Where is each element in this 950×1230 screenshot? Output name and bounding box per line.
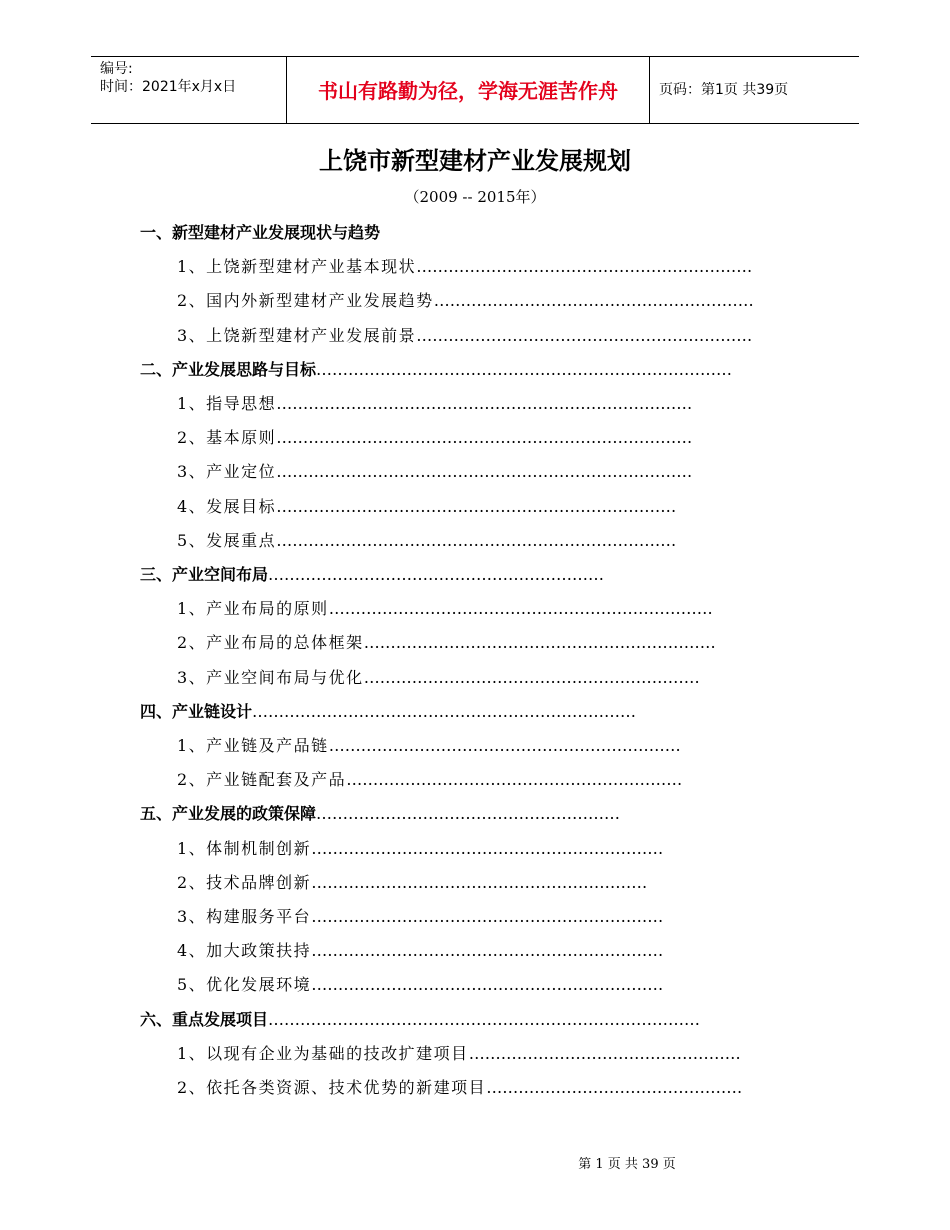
toc-leader-dots: …………………………………………………………	[328, 736, 681, 755]
toc-leader-dots: …………………………………………………………………	[276, 531, 677, 550]
document-title: 上饶市新型建材产业发展规划	[319, 147, 631, 175]
toc-leader-dots: ………………………………………………………………	[252, 702, 637, 721]
toc-entry-label: 三、产业空间布局	[140, 565, 269, 584]
toc-leader-dots: …………………………………………	[486, 1078, 743, 1097]
toc-entry-label: 四、产业链设计	[140, 702, 253, 721]
toc-entry-label: 3、构建服务平台	[177, 907, 312, 926]
toc-leader-dots: ………………………………………………………	[416, 326, 753, 345]
toc-entry-label: 六、重点发展项目	[140, 1010, 269, 1029]
toc-entry-label: 2、产业布局的总体框架	[177, 633, 364, 652]
toc-entry-label: 5、优化发展环境	[177, 975, 312, 994]
toc-entry	[177, 325, 810, 347]
toc-entry-label: 二、产业发展思路与目标	[140, 360, 317, 379]
toc-entry-label: 2、产业链配套及产品	[177, 770, 347, 789]
toc-entry-label: 3、上饶新型建材产业发展前景	[177, 326, 417, 345]
toc-entry	[177, 838, 810, 860]
toc-entry	[177, 769, 810, 791]
page-footer: 第 1 页 共 39 页	[578, 1157, 676, 1172]
toc-leader-dots: ………………………………………………………	[268, 565, 605, 584]
toc-entry-label: 4、加大政策扶持	[177, 941, 312, 960]
toc-entry	[177, 974, 810, 996]
toc-leader-dots: …………………………………………………………	[311, 941, 664, 960]
toc-entry	[177, 940, 810, 962]
toc-entry	[177, 906, 810, 928]
toc-leader-dots: …………………………………………………………	[311, 907, 664, 926]
toc-section-heading	[140, 564, 810, 586]
toc-leader-dots: ………………………………………………………	[311, 873, 648, 892]
toc-leader-dots: ………………………………………………………	[363, 668, 700, 687]
toc-entry	[177, 598, 810, 620]
header-page-info: 页码：第1页 共39页	[659, 82, 789, 98]
toc-entry-label: 2、技术品牌创新	[177, 873, 312, 892]
toc-leader-dots: ……………………………………………………………………	[276, 462, 693, 481]
toc-entry-label: 3、产业空间布局与优化	[177, 668, 364, 687]
toc-leader-dots: ………………………………………………………………	[328, 599, 713, 618]
toc-leader-dots: ………………………………………………………	[416, 257, 753, 276]
toc-entry-label: 五、产业发展的政策保障	[140, 804, 317, 823]
toc-entry-label: 5、发展重点	[177, 531, 277, 550]
toc-entry	[177, 632, 810, 654]
toc-entry-label: 2、依托各类资源、技术优势的新建项目	[177, 1078, 487, 1097]
toc-entry	[177, 667, 810, 689]
toc-entry	[177, 496, 810, 518]
toc-section-heading	[140, 1009, 810, 1031]
toc-section-heading	[140, 359, 810, 381]
toc-entry-label: 3、产业定位	[177, 462, 277, 481]
toc-entry-label: 2、国内外新型建材产业发展趋势	[177, 291, 434, 310]
toc-entry-label: 1、产业布局的原则	[177, 599, 329, 618]
toc-leader-dots: ……………………………………………………………………	[276, 394, 693, 413]
toc-entry	[177, 1077, 810, 1099]
toc-section-heading	[140, 222, 810, 244]
toc-entry-label: 1、体制机制创新	[177, 839, 312, 858]
toc-entry	[177, 393, 810, 415]
document-time-label: 时间：2021年x月x日	[100, 79, 237, 95]
toc-entry-label: 1、以现有企业为基础的技改扩建项目	[177, 1044, 469, 1063]
toc-entry	[177, 530, 810, 552]
document-number-label: 编号:	[100, 61, 133, 77]
toc-leader-dots: ……………………………………………………………………	[276, 428, 693, 447]
toc-leader-dots: …………………………………………………………	[311, 975, 664, 994]
toc-entry	[177, 1043, 810, 1065]
toc-leader-dots: …………………………………………………………	[363, 633, 716, 652]
toc-entry-label: 4、发展目标	[177, 497, 277, 516]
toc-entry-label: 一、新型建材产业发展现状与趋势	[140, 223, 381, 242]
toc-section-heading	[140, 803, 810, 825]
toc-entry-label: 2、基本原则	[177, 428, 277, 447]
toc-leader-dots: ……………………………………………	[468, 1044, 741, 1063]
toc-section-heading	[140, 701, 810, 723]
toc-entry-label: 1、产业链及产品链	[177, 736, 329, 755]
toc-entry	[177, 461, 810, 483]
toc-entry	[177, 427, 810, 449]
document-subtitle: （2009 -- 2015年）	[404, 188, 546, 206]
toc-leader-dots: …………………………………………………	[316, 804, 621, 823]
toc-leader-dots: ……………………………………………………………………	[316, 360, 733, 379]
toc-entry-label: 1、上饶新型建材产业基本现状	[177, 257, 417, 276]
toc-entry-label: 1、指导思想	[177, 394, 277, 413]
toc-entry	[177, 735, 810, 757]
toc-entry	[177, 290, 810, 312]
toc-entry	[177, 256, 810, 278]
toc-leader-dots: ………………………………………………………………………	[268, 1010, 701, 1029]
toc-entry	[177, 872, 810, 894]
toc-leader-dots: ……………………………………………………	[433, 291, 754, 310]
header-motto: 书山有路勤为径，学海无涯苦作舟	[318, 79, 618, 103]
toc-leader-dots: …………………………………………………………………	[276, 497, 677, 516]
toc-leader-dots: ………………………………………………………	[346, 770, 683, 789]
toc-leader-dots: …………………………………………………………	[311, 839, 664, 858]
